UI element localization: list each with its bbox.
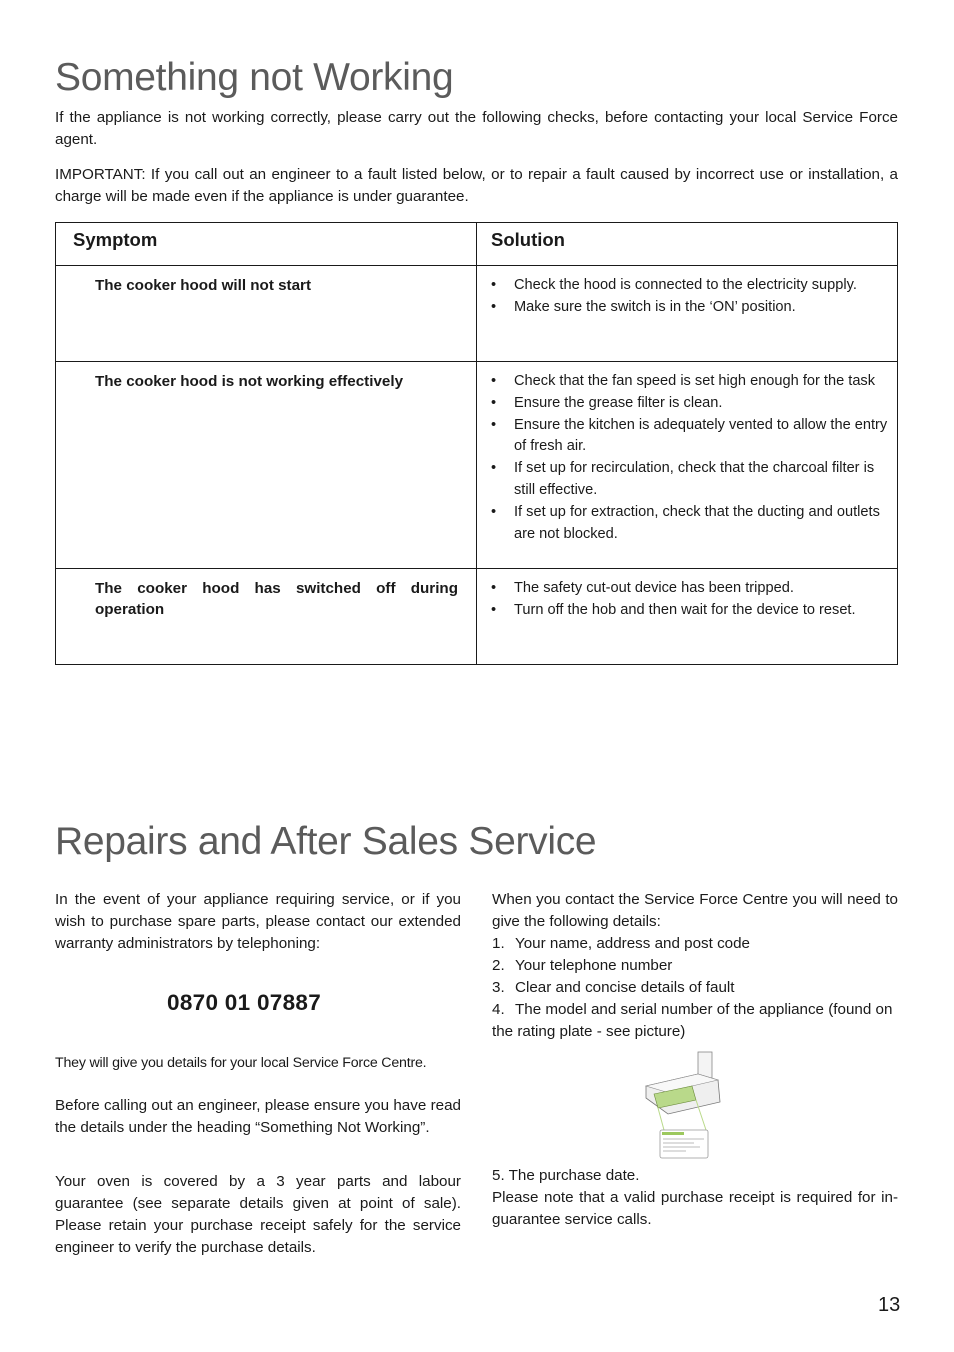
before-calling-paragraph: Before calling out an engineer, please ensure you have read the details under the heading “Something Not Working”. <box>55 1097 461 1136</box>
section-title-something-not-working: Something not Working <box>55 56 454 99</box>
receipt-note: Please note that a valid purchase receipt is required for in-guarantee service calls. <box>492 1189 898 1228</box>
solution-item: • Check the hood is connected to the electricity supply. <box>491 275 891 297</box>
table-header-row <box>56 223 898 266</box>
list-item: 2. Your telephone number <box>492 957 673 974</box>
rating-plate-illustration <box>640 1050 730 1160</box>
service-intro-paragraph: In the event of your appliance requiring service, or if you wish to purchase spare parts, please contact our extended warranty administrators by telephoning: <box>55 891 461 952</box>
solution-item: • If set up for extraction, check that the ducting and outlets are not blocked. <box>491 502 891 546</box>
guarantee-paragraph: Your oven is covered by a 3 year parts and labour guarantee (see separate details given at point of sale). Please retain your purchase receipt safely for the service engineer to verify the purchase details. <box>55 1173 461 1256</box>
solution-item: • Ensure the kitchen is adequately vented to allow the entry of fresh air. <box>491 415 891 459</box>
details-list <box>492 933 898 1043</box>
contact-details-intro: When you contact the Service Force Centre you will need to give the following details: <box>492 891 898 930</box>
solution-item: • Ensure the grease filter is clean. <box>491 393 891 415</box>
important-notice: IMPORTANT: If you call out an engineer to a fault listed below, or to repair a fault caused by incorrect use or installation, a charge will be made even if the appliance is under guarantee. <box>55 166 898 205</box>
section-title-repairs: Repairs and After Sales Service <box>55 820 597 863</box>
table-row <box>56 362 898 569</box>
list-item: 1. Your name, address and post code <box>492 935 751 952</box>
solution-item: • If set up for recirculation, check that the charcoal filter is still effective. <box>491 458 891 502</box>
solution-item: • Check that the fan speed is set high enough for the task <box>491 371 891 393</box>
symptom-header: Symptom <box>56 223 477 266</box>
solution-item: • The safety cut-out device has been tripped. <box>491 578 891 600</box>
purchase-date-item: 5. The purchase date. <box>492 1167 640 1184</box>
list-item: 3. Clear and concise details of fault <box>492 979 735 996</box>
list-item: 4. The model and serial number of the appliance (found on the rating plate - see picture) <box>492 1001 893 1040</box>
symptom-cell: The cooker hood is not working effectively <box>56 362 477 569</box>
solution-cell <box>477 362 898 569</box>
service-phone-number: 0870 01 07887 <box>167 990 322 1015</box>
symptom-cell: The cooker hood has switched off during operation <box>56 569 477 665</box>
solution-item: • Make sure the switch is in the ‘ON’ position. <box>491 297 891 319</box>
intro-paragraph: If the appliance is not working correctly, please carry out the following checks, before contacting your local Service Force agent. <box>55 109 898 148</box>
table-row <box>56 266 898 362</box>
symptom-cell: The cooker hood will not start <box>56 266 477 362</box>
table-row <box>56 569 898 665</box>
troubleshooting-table <box>55 222 898 665</box>
solution-item: • Turn off the hob and then wait for the device to reset. <box>491 600 891 622</box>
page-number: 13 <box>878 1294 901 1316</box>
solution-header: Solution <box>477 223 898 266</box>
solution-cell <box>477 569 898 665</box>
solution-cell <box>477 266 898 362</box>
service-centre-note: They will give you details for your local Service Force Centre. <box>55 1055 427 1071</box>
